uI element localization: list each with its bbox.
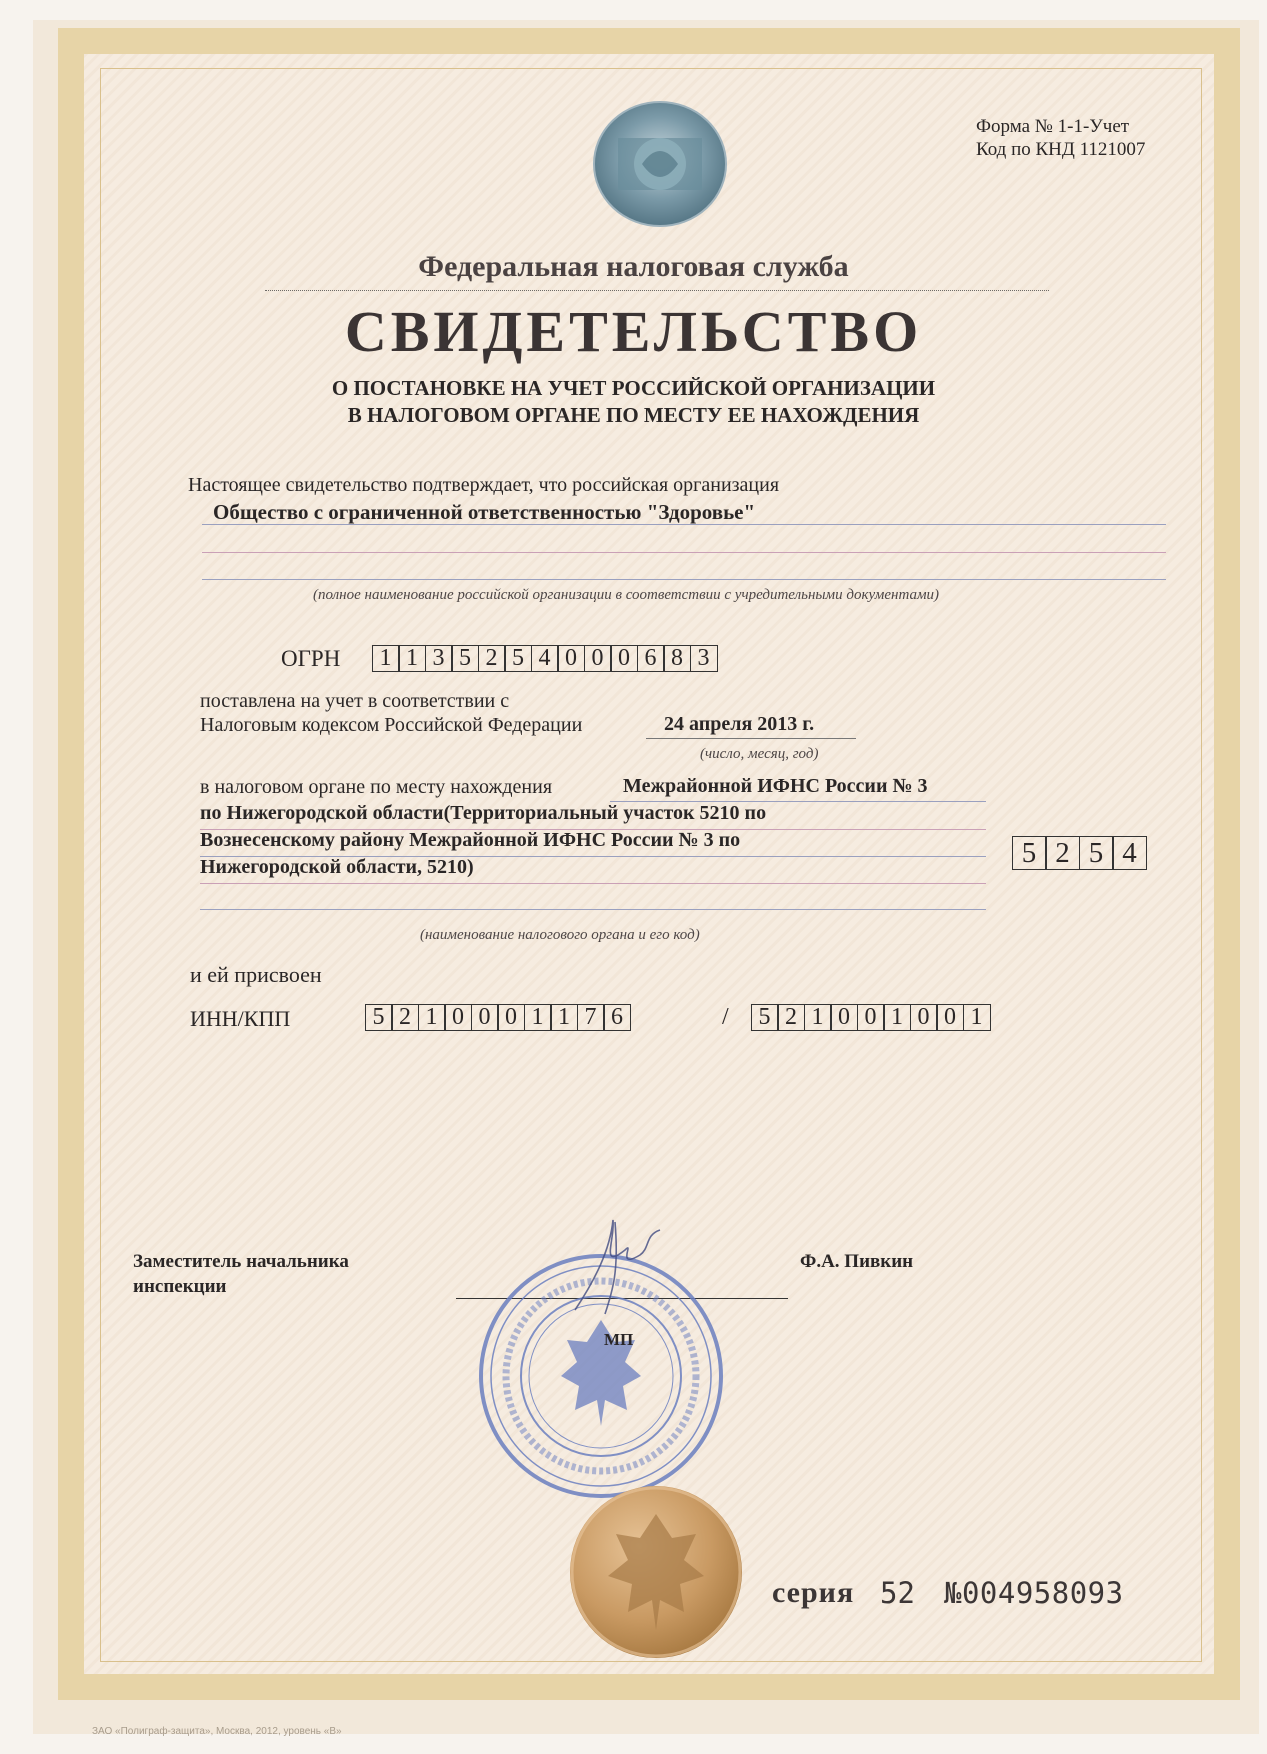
organization-name: Общество с ограниченной ответственностью "Здоровье" [213, 500, 756, 524]
kpp-boxes [752, 1004, 991, 1031]
tax-office-line-2: по Нижегородской области(Территориальный участок 5210 по [200, 802, 767, 824]
kpp-digit: 1 [883, 1004, 911, 1031]
registration-line-1: поставлена на учет в соответствии с [200, 690, 510, 712]
ogrn-digit: 4 [531, 645, 559, 672]
kpp-digit: 0 [830, 1004, 858, 1031]
org-line-2 [202, 552, 1166, 553]
signatory-name: Ф.А. Пивкин [800, 1251, 914, 1272]
form-number: Форма № 1-1-Учет [976, 116, 1130, 137]
tax-office-line-4: Нижегородской области, 5210) [200, 856, 474, 878]
signatory-position-1: Заместитель начальника [133, 1251, 349, 1272]
tax-code-digit: 5 [1012, 836, 1047, 870]
tax-code-digit: 4 [1112, 836, 1147, 870]
tax-office-line-3: Вознесенскому району Межрайонной ИФНС России № 3 по [200, 829, 741, 851]
ogrn-digit: 3 [425, 645, 453, 672]
ogrn-boxes [373, 645, 718, 672]
inn-digit: 7 [577, 1004, 605, 1031]
date-caption: (число, месяц, год) [700, 746, 819, 762]
inn-digit: 1 [524, 1004, 552, 1031]
tax-office-intro: в налоговом органе по месту нахождения [200, 776, 553, 798]
registration-line-2: Налоговым кодексом Российской Федерации [200, 714, 583, 736]
hologram-emblem-icon [590, 98, 730, 230]
ogrn-digit: 0 [610, 645, 638, 672]
kpp-digit: 0 [936, 1004, 964, 1031]
inn-digit: 0 [444, 1004, 472, 1031]
tax-office-code-boxes [1013, 836, 1147, 870]
ogrn-digit: 5 [451, 645, 479, 672]
inn-kpp-separator: / [722, 1004, 729, 1030]
signatory-position-2: инспекции [133, 1276, 227, 1297]
document-title: СВИДЕТЕЛЬСТВО [344, 299, 923, 364]
ogrn-digit: 1 [398, 645, 426, 672]
assigned-text: и ей присвоен [190, 962, 322, 987]
tax-office-line-1: Межрайонной ИФНС России № 3 [623, 775, 928, 797]
org-line-3 [202, 579, 1166, 580]
authority-underline [265, 290, 1049, 291]
inn-digit: 0 [497, 1004, 525, 1031]
tax-office-caption: (наименование налогового органа и его код) [420, 927, 700, 943]
stamp-place: МП [604, 1330, 634, 1349]
date-underline [646, 738, 856, 739]
gold-seal-icon [568, 1484, 744, 1660]
ogrn-digit: 2 [478, 645, 506, 672]
kpp-digit: 5 [751, 1004, 779, 1031]
inn-digit: 0 [471, 1004, 499, 1031]
org-line-1 [202, 524, 1166, 525]
inn-kpp-label: ИНН/КПП [190, 1006, 291, 1031]
inn-digit: 6 [603, 1004, 631, 1031]
kpp-digit: 0 [910, 1004, 938, 1031]
ogrn-digit: 5 [504, 645, 532, 672]
series-label: серия [772, 1576, 855, 1609]
tax-line-4 [200, 883, 986, 884]
ogrn-label: ОГРН [281, 646, 341, 671]
inn-digit: 1 [418, 1004, 446, 1031]
inn-boxes [366, 1004, 631, 1031]
series-value: 52 [880, 1576, 915, 1610]
tax-code-digit: 5 [1079, 836, 1114, 870]
series-number: №004958093 [944, 1576, 1124, 1610]
ogrn-digit: 8 [663, 645, 691, 672]
ogrn-digit: 0 [584, 645, 612, 672]
ogrn-digit: 3 [690, 645, 718, 672]
signature-icon [555, 1210, 675, 1320]
ogrn-digit: 6 [637, 645, 665, 672]
inn-digit: 2 [391, 1004, 419, 1031]
subtitle-line-2: В НАЛОГОВОМ ОРГАНЕ ПО МЕСТУ ЕЕ НАХОЖДЕНИЯ [347, 403, 920, 427]
organization-caption: (полное наименование российской организации в соответствии с учредительными документами) [313, 587, 940, 603]
kpp-digit: 1 [804, 1004, 832, 1031]
tax-code-digit: 2 [1045, 836, 1080, 870]
knd-code: Код по КНД 1121007 [976, 139, 1146, 160]
printer-imprint: ЗАО «Полиграф-защита», Москва, 2012, уровень «В» [92, 1726, 342, 1737]
kpp-digit: 2 [777, 1004, 805, 1031]
authority-name: Федеральная налоговая служба [418, 250, 849, 283]
inn-digit: 5 [365, 1004, 393, 1031]
ogrn-digit: 1 [372, 645, 400, 672]
kpp-digit: 0 [857, 1004, 885, 1031]
inn-digit: 1 [550, 1004, 578, 1031]
registration-date: 24 апреля 2013 г. [664, 713, 815, 735]
tax-line-5 [200, 909, 986, 910]
statement-intro: Настоящее свидетельство подтверждает, что российская организация [188, 474, 780, 496]
subtitle-line-1: О ПОСТАНОВКЕ НА УЧЕТ РОССИЙСКОЙ ОРГАНИЗАЦИИ [331, 376, 936, 400]
ogrn-digit: 0 [557, 645, 585, 672]
kpp-digit: 1 [963, 1004, 991, 1031]
